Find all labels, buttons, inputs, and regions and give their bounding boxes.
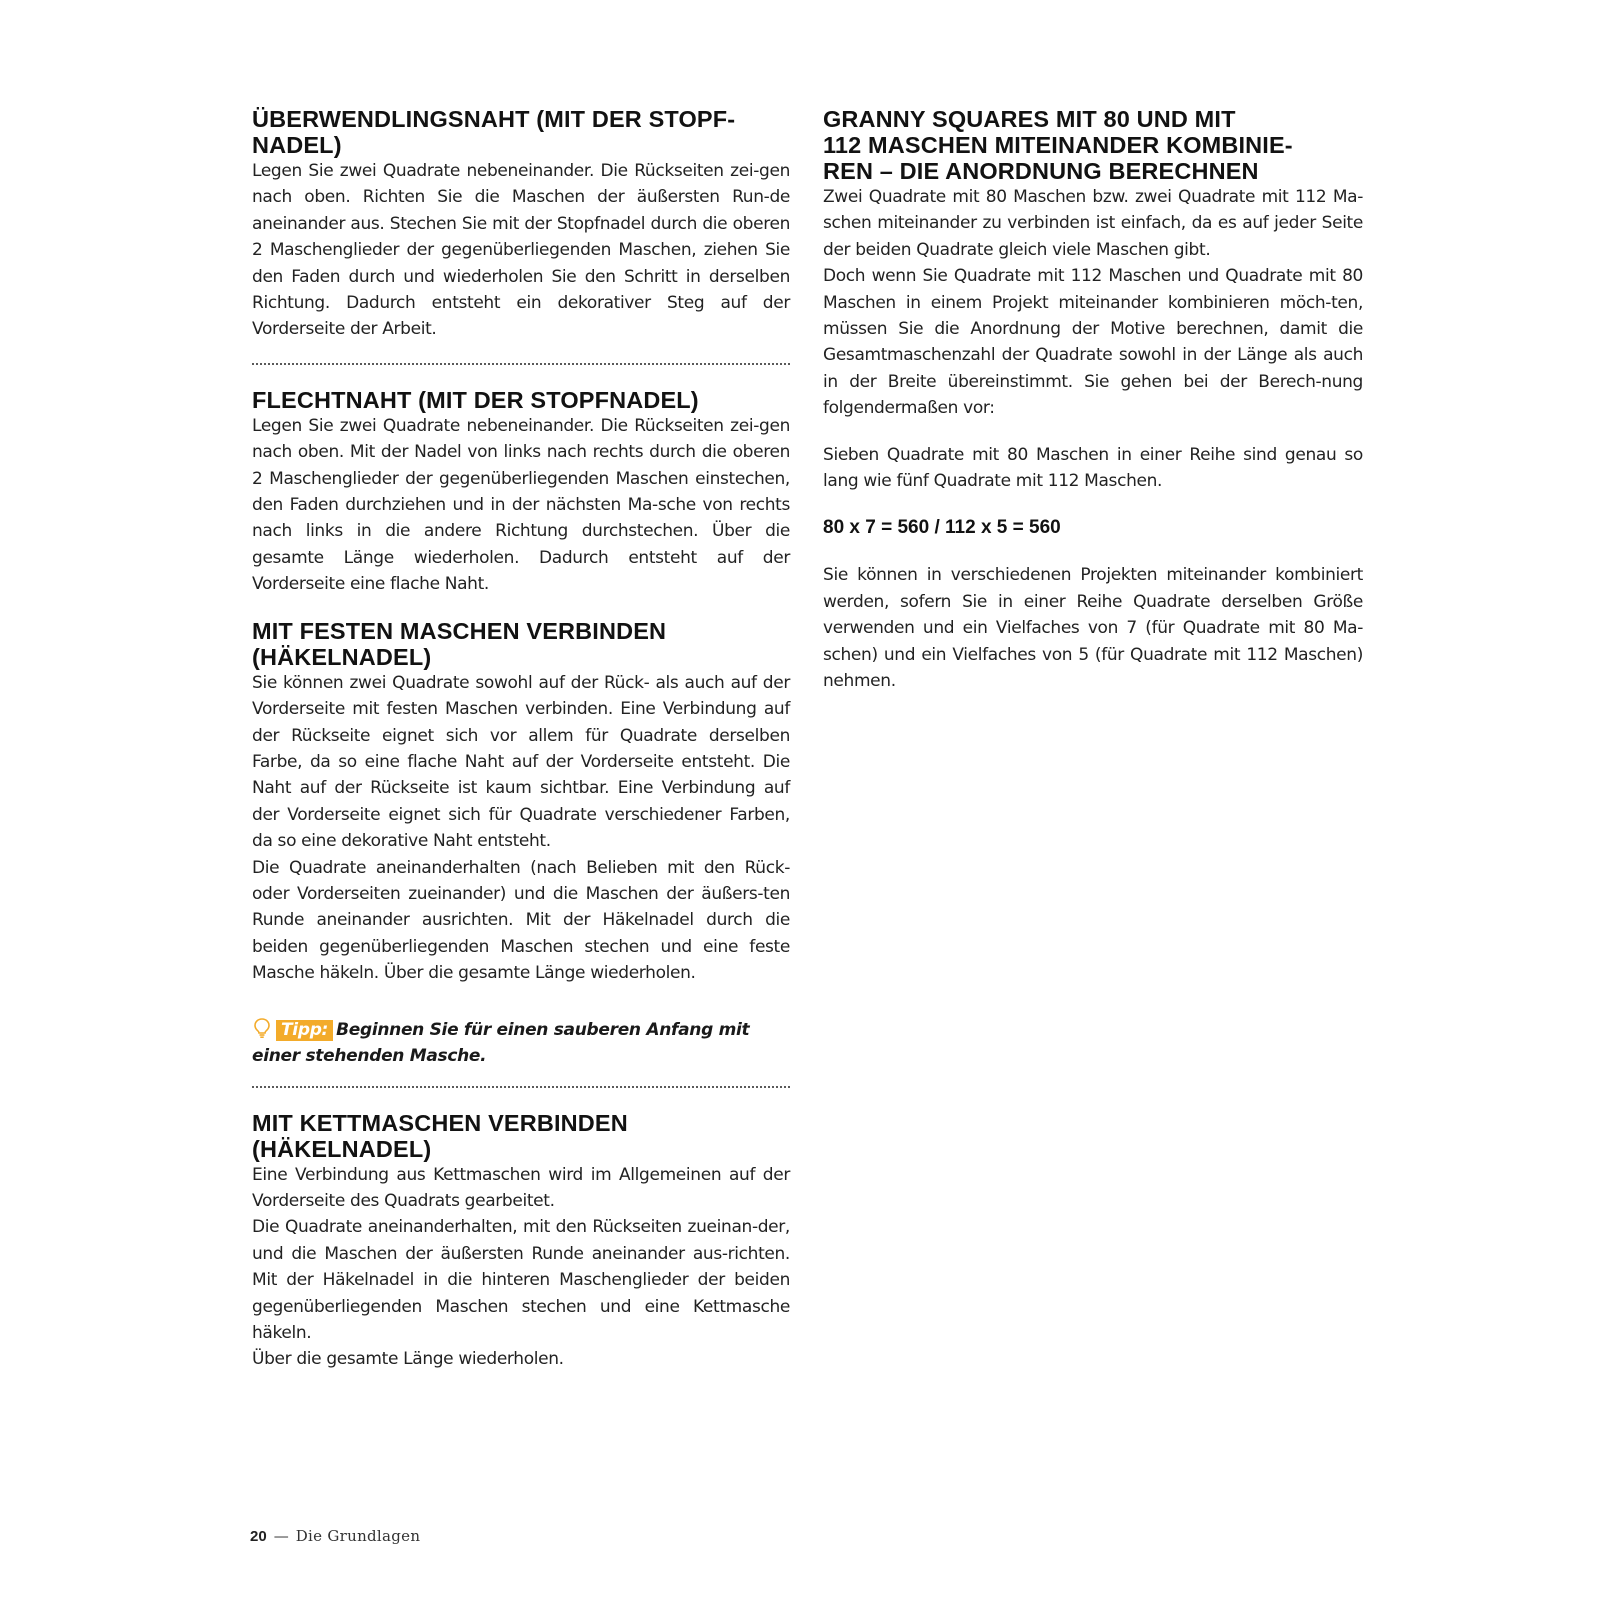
paragraph-granny-2: Doch wenn Sie Quadrate mit 112 Maschen und Quadrate mit 80 Maschen in einem Projekt miteinander kombinieren möch-ten, müssen Sie die Anordnung der Motive berechnen, damit die Gesamtmaschenzahl der Quadrate sowohl in der Länge als auch in der Breite übereinstimmt. Sie gehen bei der Berech-nung folgendermaßen vor: (823, 266, 1363, 419)
heading-granny-squares: GRANNY SQUARES MIT 80 UND MIT 112 MASCHEN MITEINANDER KOMBINIE- REN – DIE ANORDNUNG BERECHNEN (823, 106, 1293, 184)
heading-feste-maschen: MIT FESTEN MASCHEN VERBINDEN (HÄKELNADEL) (252, 617, 667, 670)
lightbulb-icon (252, 1017, 272, 1039)
paragraph-kettmaschen-2: Die Quadrate aneinanderhalten, mit den Rückseiten zueinan-der, und die Maschen der äußersten Runde aneinander aus-richten. Mit der Häkelnadel in die hinteren Maschenglieder der beiden gegenüberliegenden Maschen stechen und eine Kettmasche häkeln. (252, 1217, 790, 1343)
page-number: 20 (250, 1528, 267, 1545)
paragraph-feste-maschen-1: Sie können zwei Quadrate sowohl auf der Rück- als auch auf der Vorderseite mit festen Maschen verbinden. Eine Verbindung auf der Rückseite eignet sich vor allem für Quadrate derselben Farbe, da so eine flache Naht auf der Vorderseite entsteht. Die Naht auf der Rückseite ist kaum sichtbar. Eine Verbindung auf der Vorderseite eignet sich für Quadrate verschiedener Farben, da so eine dekorative Naht entsteht. (252, 672, 790, 852)
page-footer (250, 1527, 420, 1545)
dotted-divider (252, 1086, 790, 1088)
tip-text: Beginnen Sie für einen sauberen Anfang mit einer stehenden Masche. (252, 1019, 750, 1067)
left-column (252, 106, 790, 1373)
paragraph-granny-4: Sie können in verschiedenen Projekten miteinander kombiniert werden, sofern Sie in einer Reihe Quadrate derselben Größe verwenden und ein Vielfaches von 7 (für Quadrate mit 80 Ma-schen) und ein Vielfaches von 5 (für Quadrate mit 112 Maschen) nehmen. (823, 565, 1363, 692)
formula: 80 x 7 = 560 / 112 x 5 = 560 (823, 517, 1061, 539)
tip-label: Tipp: (276, 1020, 333, 1041)
heading-ueberwendlingsnaht: ÜBERWENDLINGSNAHT (MIT DER STOPF- NADEL) (252, 106, 736, 158)
dotted-divider (252, 363, 790, 365)
paragraph-feste-maschen-2: Die Quadrate aneinanderhalten (nach Belieben mit den Rück-oder Vorderseiten zueinander) und die Maschen der äußers-ten Runde aneinander ausrichten. Mit der Häkelnadel durch die beiden gegenüberliegenden Maschen stechen und eine feste Masche häkeln. Über die gesamte Länge wiederholen. (252, 857, 790, 984)
heading-flechtnaht: FLECHTNAHT (MIT DER STOPFNADEL) (252, 386, 699, 413)
heading-kettmaschen: MIT KETTMASCHEN VERBINDEN (HÄKELNADEL) (252, 1109, 628, 1162)
paragraph-ueberwendlingsnaht: Legen Sie zwei Quadrate nebeneinander. Die Rückseiten zei-gen nach oben. Richten Sie die Maschen der äußersten Run-de aneinander aus. Stechen Sie mit der Stopfnadel durch die oberen 2 Maschenglieder der gegenüberliegenden Maschen, ziehen Sie den Faden durch und wiederholen Sie den Schritt in derselben Richtung. Dadurch entsteht ein dekorativer Steg auf der Vorderseite der Arbeit. (252, 161, 790, 340)
paragraph-kettmaschen-1: Eine Verbindung aus Kettmaschen wird im Allgemeinen auf der Vorderseite des Quadrats gearbeitet. (252, 1164, 790, 1211)
footer-section-name: Die Grundlagen (295, 1527, 421, 1545)
paragraph-granny-3: Sieben Quadrate mit 80 Maschen in einer Reihe sind genau so lang wie fünf Quadrate mit 112 Maschen. (823, 444, 1363, 492)
paragraph-kettmaschen-3: Über die gesamte Länge wiederholen. (252, 1349, 564, 1370)
right-column (823, 106, 1363, 695)
paragraph-flechtnaht: Legen Sie zwei Quadrate nebeneinander. Die Rückseiten zei-gen nach oben. Mit der Nadel von links nach rechts durch die oberen 2 Maschenglieder der gegenüberliegenden Maschen einstechen, den Faden durchziehen und in der nächsten Ma-sche von rechts nach links in die andere Richtung durchstechen. Über die gesamte Länge wiederholen. Dadurch entsteht auf der Vorderseite eine flache Naht. (252, 415, 790, 595)
tip-box (252, 1017, 790, 1070)
paragraph-granny-1: Zwei Quadrate mit 80 Maschen bzw. zwei Quadrate mit 112 Ma-schen miteinander zu verbinden ist einfach, da es auf jeder Seite der beiden Quadrate gleich viele Maschen gibt. (823, 187, 1363, 260)
footer-dash: — (273, 1527, 289, 1545)
